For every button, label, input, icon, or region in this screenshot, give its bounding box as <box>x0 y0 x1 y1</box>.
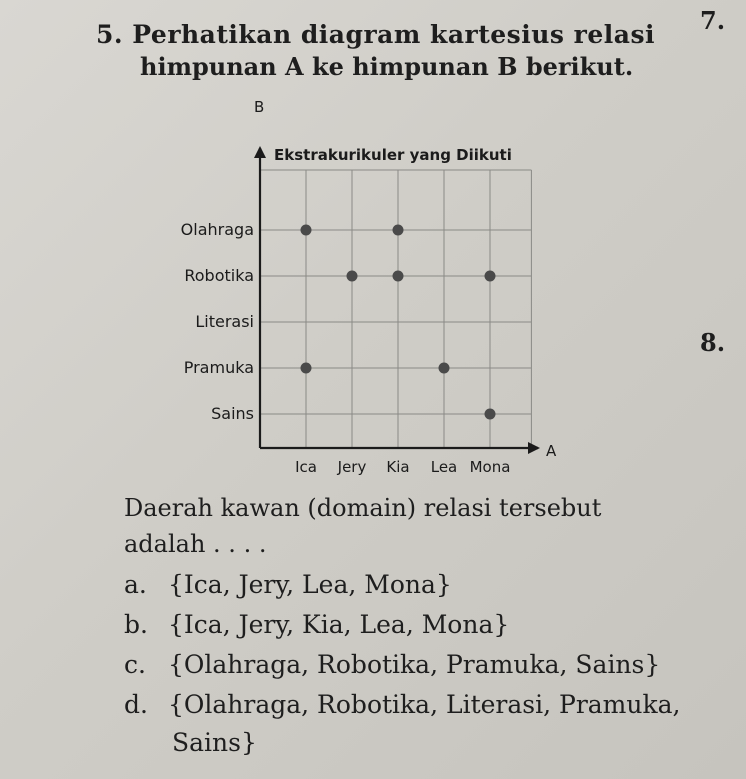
data-point <box>301 225 312 236</box>
y-axis-label: B <box>254 98 265 116</box>
data-point <box>485 271 496 282</box>
option-c-label: c. <box>124 650 146 679</box>
x-tick-label: Mona <box>469 458 511 476</box>
option-d[interactable] <box>124 690 680 719</box>
x-axis-arrow <box>528 442 540 454</box>
question-prompt: Daerah kawan (domain) relasi tersebut <box>124 494 602 522</box>
option-b-text: {Ica, Jery, Kia, Lea, Mona} <box>168 610 510 639</box>
option-d-label: d. <box>124 690 148 719</box>
x-tick-label: Ica <box>295 458 317 476</box>
data-point <box>393 225 404 236</box>
y-tick-label: Pramuka <box>183 358 254 377</box>
x-tick-label: Jery <box>337 458 367 476</box>
chart-title: Ekstrakurikuler yang Diikuti <box>274 146 512 164</box>
question-heading-line2: himpunan A ke himpunan B berikut. <box>140 52 634 81</box>
y-tick-label: Olahraga <box>180 220 254 239</box>
option-a[interactable] <box>124 570 452 599</box>
question-heading: 5. Perhatikan diagram kartesius relasi <box>96 20 656 49</box>
y-tick-label: Sains <box>211 404 254 423</box>
data-point <box>347 271 358 282</box>
option-d-text-continued: Sains} <box>172 728 257 757</box>
x-axis-label: A <box>546 442 557 460</box>
data-point <box>439 363 450 374</box>
question-marker-next: 8. <box>700 328 726 357</box>
y-tick-label: Robotika <box>184 266 254 285</box>
chart-axes <box>254 146 540 454</box>
y-tick-label: Literasi <box>195 312 254 331</box>
y-tick-labels <box>181 220 254 423</box>
option-c-text: {Olahraga, Robotika, Pramuka, Sains} <box>168 650 661 679</box>
data-point <box>485 409 496 420</box>
data-point <box>393 271 404 282</box>
y-axis-arrow <box>254 146 266 158</box>
x-tick-labels <box>295 458 510 476</box>
cartesian-diagram <box>160 92 580 482</box>
option-d-text: {Olahraga, Robotika, Literasi, Pramuka, <box>168 690 681 719</box>
x-tick-label: Kia <box>386 458 410 476</box>
option-c[interactable] <box>124 650 660 679</box>
data-point <box>301 363 312 374</box>
option-a-text: {Ica, Jery, Lea, Mona} <box>168 570 452 599</box>
question-marker-prev: 7. <box>700 6 726 35</box>
x-tick-label: Lea <box>430 458 458 476</box>
question-prompt-line2: adalah . . . . <box>124 530 267 558</box>
option-a-label: a. <box>124 570 147 599</box>
option-b-label: b. <box>124 610 148 639</box>
option-b[interactable] <box>124 610 509 639</box>
chart-grid <box>260 170 531 448</box>
